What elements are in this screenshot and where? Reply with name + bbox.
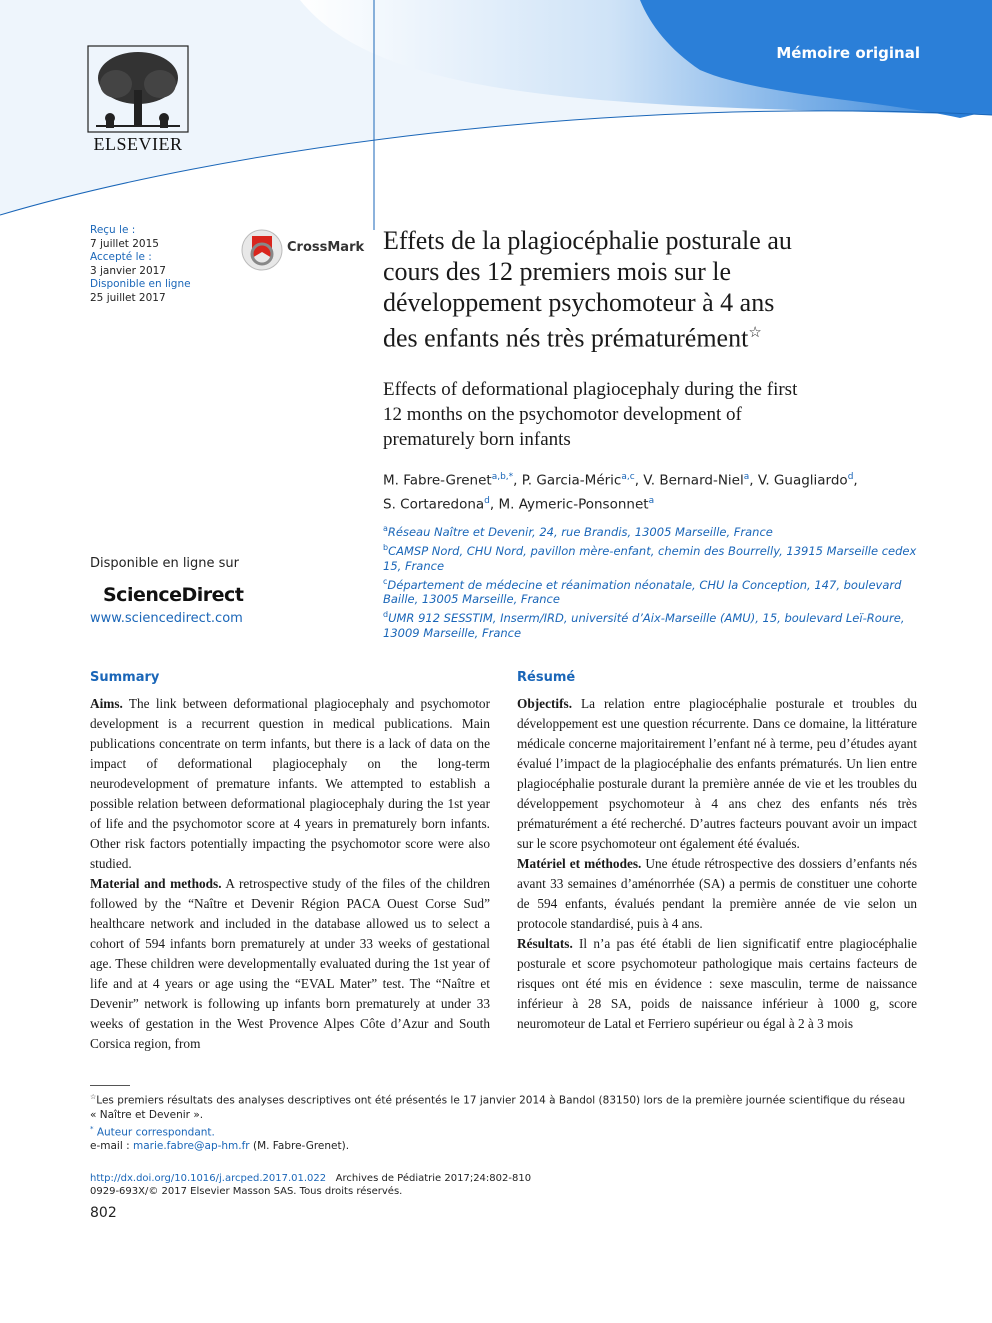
author-name[interactable]: V. Guagliardo (757, 472, 848, 489)
affiliation-key: b (383, 542, 389, 552)
author-affiliation-mark[interactable]: d (484, 495, 490, 506)
sciencedirect-logo[interactable]: ScienceDirect (103, 584, 244, 606)
methodes-label: Matériel et méthodes. (517, 856, 642, 871)
corresponding-label: Auteur correspondant. (96, 1126, 215, 1138)
author-separator: , (634, 472, 644, 489)
online-label: Disponible en ligne (90, 278, 191, 290)
methods-label: Material and methods. (90, 876, 222, 891)
affiliation-text: CAMSP Nord, CHU Nord, pavillon mère-enfant, chemin des Bourrelly, 13915 Marseille cedex 15, France (383, 543, 917, 573)
footnote-star-text: Les premiers résultats des analyses descriptives ont été présentés le 17 janvier 2014 à Bandol (83150) lors de la première journée scientifique du réseau « Naître et Devenir ». (90, 1094, 906, 1121)
affiliation-item (383, 574, 923, 608)
affiliation-list (383, 521, 923, 641)
title-fr-line: développement psychomoteur à 4 ans (383, 288, 775, 317)
title-star-note[interactable]: ☆ (748, 325, 762, 341)
author-separator: , (489, 496, 499, 512)
publisher-name: ELSEVIER (93, 134, 183, 154)
resume-objectifs (517, 694, 917, 854)
footnote-corresponding (90, 1122, 912, 1140)
title-fr-line: cours des 12 premiers mois sur le (383, 257, 732, 286)
summary-methods (90, 874, 490, 1054)
affiliation-item (383, 540, 923, 574)
title-en-line: prematurely born infants (383, 429, 571, 450)
journal-citation: Archives de Pédiatrie 2017;24:802-810 (335, 1173, 532, 1184)
author-name[interactable]: V. Bernard-Niel (643, 472, 744, 489)
affiliation-key: a (383, 524, 388, 533)
copyright-line: 0929-693X/© 2017 Elsevier Masson SAS. Tous droits réservés. (90, 1186, 403, 1197)
resultats-text: Il n’a pas été établi de lien significatif entre plagiocéphalie posturale et score psychomoteur pathologique mais certains facteurs de risques ont été mis en évidence : sexe masculin, terme de naissance inférieur à 28 SA, poids de naissance inférieur à 1000 g, score neuromoteur de Latal et Ferriero supérieur ou égal à 2 à 3 mois (517, 936, 917, 1031)
article-type: Mémoire original (776, 44, 920, 62)
objectifs-text: La relation entre plagiocéphalie posturale et troubles du développement est une question récurrente. Dans ce domaine, la littérature médicale concerne majoritairement l’enfant né à terme, peu d’études ayant évalué l’impact de la plagiocéphalie des enfants prématurés. Un lien entre plagiocéphalie posturale durant la première année de vie et les troubles du développement psychomoteur à 4 ans chez des enfants nés très prématurément a été recherché. D’autres facteurs pouvant avoir un impact sur le score psychomoteur ont également été évalués. (517, 696, 917, 851)
author-separator: , (749, 472, 758, 489)
resume-resultats (517, 934, 917, 1034)
received-value: 7 juillet 2015 (90, 237, 159, 250)
author-affiliation-mark[interactable]: a (743, 472, 750, 482)
resume-heading: Résumé (517, 670, 576, 685)
summary-column (90, 668, 490, 1054)
author-name[interactable]: M. Fabre-Grenet (383, 472, 492, 489)
footnote-rule (90, 1085, 130, 1086)
author-list (383, 467, 903, 514)
article-dates (90, 224, 191, 305)
summary-aims (90, 694, 490, 874)
sciencedirect-link[interactable]: www.sciencedirect.com (90, 611, 243, 626)
author-affiliation-mark[interactable]: a (648, 495, 655, 506)
title-en-line: Effects of deformational plagiocephaly during the first (383, 379, 798, 400)
author-separator: , (513, 472, 522, 489)
footnote-star (90, 1090, 912, 1122)
title-fr-line-text: des enfants nés très prématurément (383, 323, 749, 353)
author-affiliation-mark[interactable]: d (847, 472, 854, 482)
methods-text: A retrospective study of the files of the children followed by the “Naître et Devenir Région PACA Ouest Corse Sud” healthcare network and included in the database allowed us to select a cohort of 594 infants born prematurely at under 33 weeks of gestational age. These children were developmentally evaluated during the 1st year of life and at 4 years or age using the “EVAL Mater” test. The “Naître et Devenir” network is following up infants born prematurely at under 33 weeks of gestation in the West Provence Alpes Côte d’Azur and South Corsica region, from (90, 876, 490, 1051)
email-link[interactable]: marie.fabre@ap-hm.fr (132, 1140, 250, 1152)
affiliation-item (383, 521, 923, 540)
author-affiliation-mark[interactable]: a,b,* (491, 472, 514, 482)
received-label: Reçu le : (90, 224, 136, 236)
aims-label: Aims. (90, 696, 123, 711)
title-fr-line: Effets de la plagiocéphalie posturale au (383, 226, 792, 255)
author-name[interactable]: M. Aymeric-Ponsonnet (498, 496, 649, 512)
online-value: 25 juillet 2017 (90, 291, 166, 304)
page-number: 802 (90, 1205, 117, 1221)
title-en-line: 12 months on the psychomotor development of (383, 404, 742, 425)
email-author: (M. Fabre-Grenet). (249, 1140, 350, 1152)
footnote-star-mark: ☆ (90, 1093, 97, 1101)
author-separator: , (853, 472, 858, 489)
availability-text: Disponible en ligne sur (90, 556, 240, 571)
methodes-text: Une étude rétrospective des dossiers d’enfants nés avant 33 semaines d’aménorrhée (SA) a permis de constituer une cohorte de 594 enfants, évalués pendant la première année de vie selon un protocole standardisé, puis à 4 ans. (517, 856, 917, 931)
author-name[interactable]: S. Cortaredona (383, 496, 485, 512)
author-name[interactable]: P. Garcia-Méric (521, 472, 622, 489)
affiliation-text: Réseau Naître et Devenir, 24, rue Brandis, 13005 Marseille, France (387, 524, 773, 539)
footnotes (90, 1090, 912, 1153)
affiliation-text: Département de médecine et réanimation néonatale, CHU la Conception, 147, boulevard Baille, 13005 Marseille, France (383, 577, 902, 607)
article-title-en (383, 377, 863, 452)
article-title-fr (383, 225, 883, 354)
resume-column (517, 668, 917, 1034)
crossmark-label[interactable]: CrossMark (287, 240, 365, 255)
accepted-label: Accepté le : (90, 251, 152, 263)
footnote-email (90, 1139, 912, 1153)
summary-heading: Summary (90, 670, 160, 685)
resultats-label: Résultats. (517, 936, 573, 951)
author-affiliation-mark[interactable]: a,c (621, 472, 635, 482)
affiliation-item (383, 607, 923, 641)
affiliation-key: c (383, 576, 388, 586)
title-fr-line (383, 318, 883, 354)
affiliation-text: UMR 912 SESSTIM, Inserm/IRD, université d’Aix-Marseille (AMU), 15, boulevard Leï-Roure, 13009 Marseille, France (383, 611, 905, 641)
corresponding-mark: * (90, 1124, 94, 1133)
accepted-value: 3 janvier 2017 (90, 264, 166, 277)
aims-text: The link between deformational plagiocephaly and psychomotor development is a recurrent question in medical publications. Main publications concentrate on term infants, but there is a lack of data on the impact of deformational plagiocephaly on the long-term neurodevelopment of premature infants. We attempted to establish a possible relation between deformational plagiocephaly during the 1st year of life and the psychomotor score at 4 years in prematurely born infants. Other risk factors potentially impacting the psychomotor score were also studied. (90, 696, 490, 871)
objectifs-label: Objectifs. (517, 696, 573, 711)
resume-methodes (517, 854, 917, 934)
doi-link[interactable]: http://dx.doi.org/10.1016/j.arcped.2017.01.022 (90, 1173, 327, 1184)
affiliation-key: d (383, 610, 389, 620)
citation-block (90, 1172, 531, 1198)
email-label: e-mail : (90, 1140, 133, 1152)
